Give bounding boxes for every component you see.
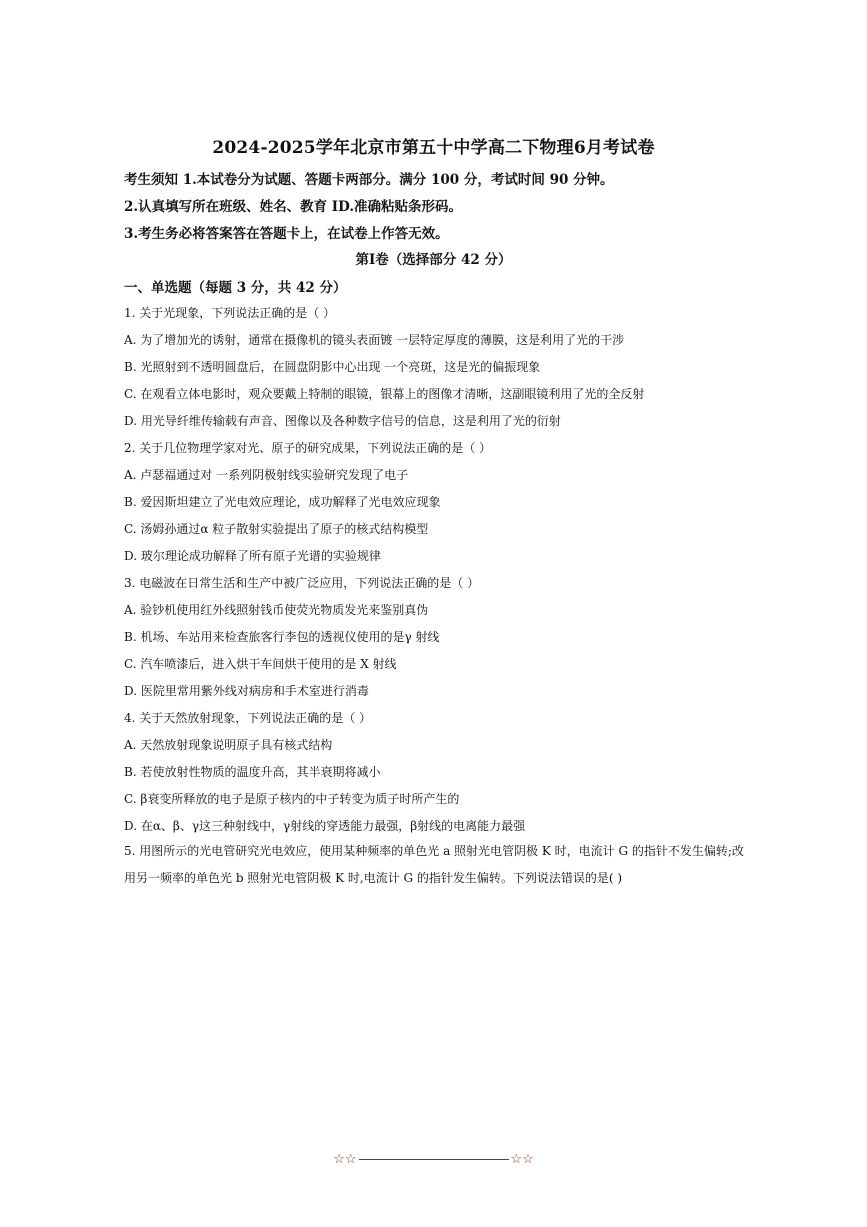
footer-rule: [359, 1159, 509, 1160]
star-icon-right: ☆☆: [510, 1152, 534, 1167]
question-3-option-a: A. 验钞机使用红外线照射钱币使荧光物质发光来鉴别真伪: [124, 603, 429, 617]
question-3-stem: 3. 电磁波在日常生活和生产中被广泛应用，下列说法正确的是（ ）: [124, 576, 480, 590]
question-2-option-a: A. 卢瑟福通过对 一系列阴极射线实验研究发现了电子: [124, 468, 409, 482]
page-footer: [0, 1152, 867, 1167]
question-1-option-c: C. 在观看立体电影时，观众要戴上特制的眼镜，银幕上的图像才清晰，这副眼镜利用了光的全反射: [124, 387, 645, 401]
question-4-stem: 4. 关于天然放射现象，下列说法正确的是（ ）: [124, 711, 372, 725]
star-icon-left: ☆☆: [333, 1152, 357, 1167]
question-3-option-c: C. 汽车喷漆后，进入烘干车间烘干使用的是 X 射线: [124, 657, 397, 671]
page-title: 2024-2025学年北京市第五十中学高二下物理6月考试卷: [212, 138, 655, 158]
section-title: 一、单选题（每题 3 分，共 42 分）: [124, 280, 347, 296]
question-3-option-b: B. 机场、车站用来检查旅客行李包的透视仪使用的是γ 射线: [124, 630, 440, 644]
question-2-stem: 2. 关于几位物理学家对光、原子的研究成果，下列说法正确的是（ ）: [124, 441, 492, 455]
question-2-option-c: C. 汤姆孙通过α 粒子散射实验提出了原子的核式结构模型: [124, 522, 429, 536]
notice-line-1: 考生须知 1.本试卷分为试题、答题卡两部分。满分 100 分，考试时间 90 分钟。: [124, 172, 614, 188]
question-5-stem: 5. 用图所示的光电管研究光电效应，使用某种频率的单色光 a 照射光电管阴极 K 时，电流计 G 的指针不发生偏转;改用另一频率的单色光 b 照射光电管阴极 K 时,电流计 G 的指针发生偏转。下列说法错误的是( ): [124, 844, 744, 885]
notice-line-3: 3.考生务必将答案答在答题卡上，在试卷上作答无效。: [124, 226, 449, 242]
question-4-option-a: A. 天然放射现象说明原子具有核式结构: [124, 738, 333, 752]
question-1-option-a: A. 为了增加光的诱射，通常在摄像机的镜头表面镀 一层特定厚度的薄膜，这是利用了光的干涉: [124, 333, 625, 347]
question-1-option-b: B. 光照射到不透明圆盘后，在圆盘阴影中心出现 一个亮斑，这是光的偏振现象: [124, 360, 541, 374]
question-3-option-d: D. 医院里常用紫外线对病房和手术室进行消毒: [124, 684, 369, 698]
part-title: 第Ⅰ卷（选择部分 42 分）: [355, 252, 512, 268]
question-1-stem: 1. 关于光现象，下列说法正确的是（ ）: [124, 306, 336, 320]
notice-line-2: 2.认真填写所在班级、姓名、教育 ID.准确粘贴条形码。: [124, 199, 463, 215]
question-4-option-b: B. 若使放射性物质的温度升高，其半衰期将减小: [124, 765, 381, 779]
question-4-option-c: C. β衰变所释放的电子是原子核内的中子转变为质子时所产生的: [124, 792, 460, 806]
question-2-option-d: D. 玻尔理论成功解释了所有原子光谱的实验规律: [124, 549, 381, 563]
question-4-option-d: D. 在α、β、γ这三种射线中，γ射线的穿透能力最强，β射线的电离能力最强: [124, 819, 526, 833]
question-1-option-d: D. 用光导纤维传输载有声音、图像以及各种数字信号的信息，这是利用了光的衍射: [124, 414, 561, 428]
question-2-option-b: B. 爱因斯坦建立了光电效应理论，成功解释了光电效应现象: [124, 495, 441, 509]
